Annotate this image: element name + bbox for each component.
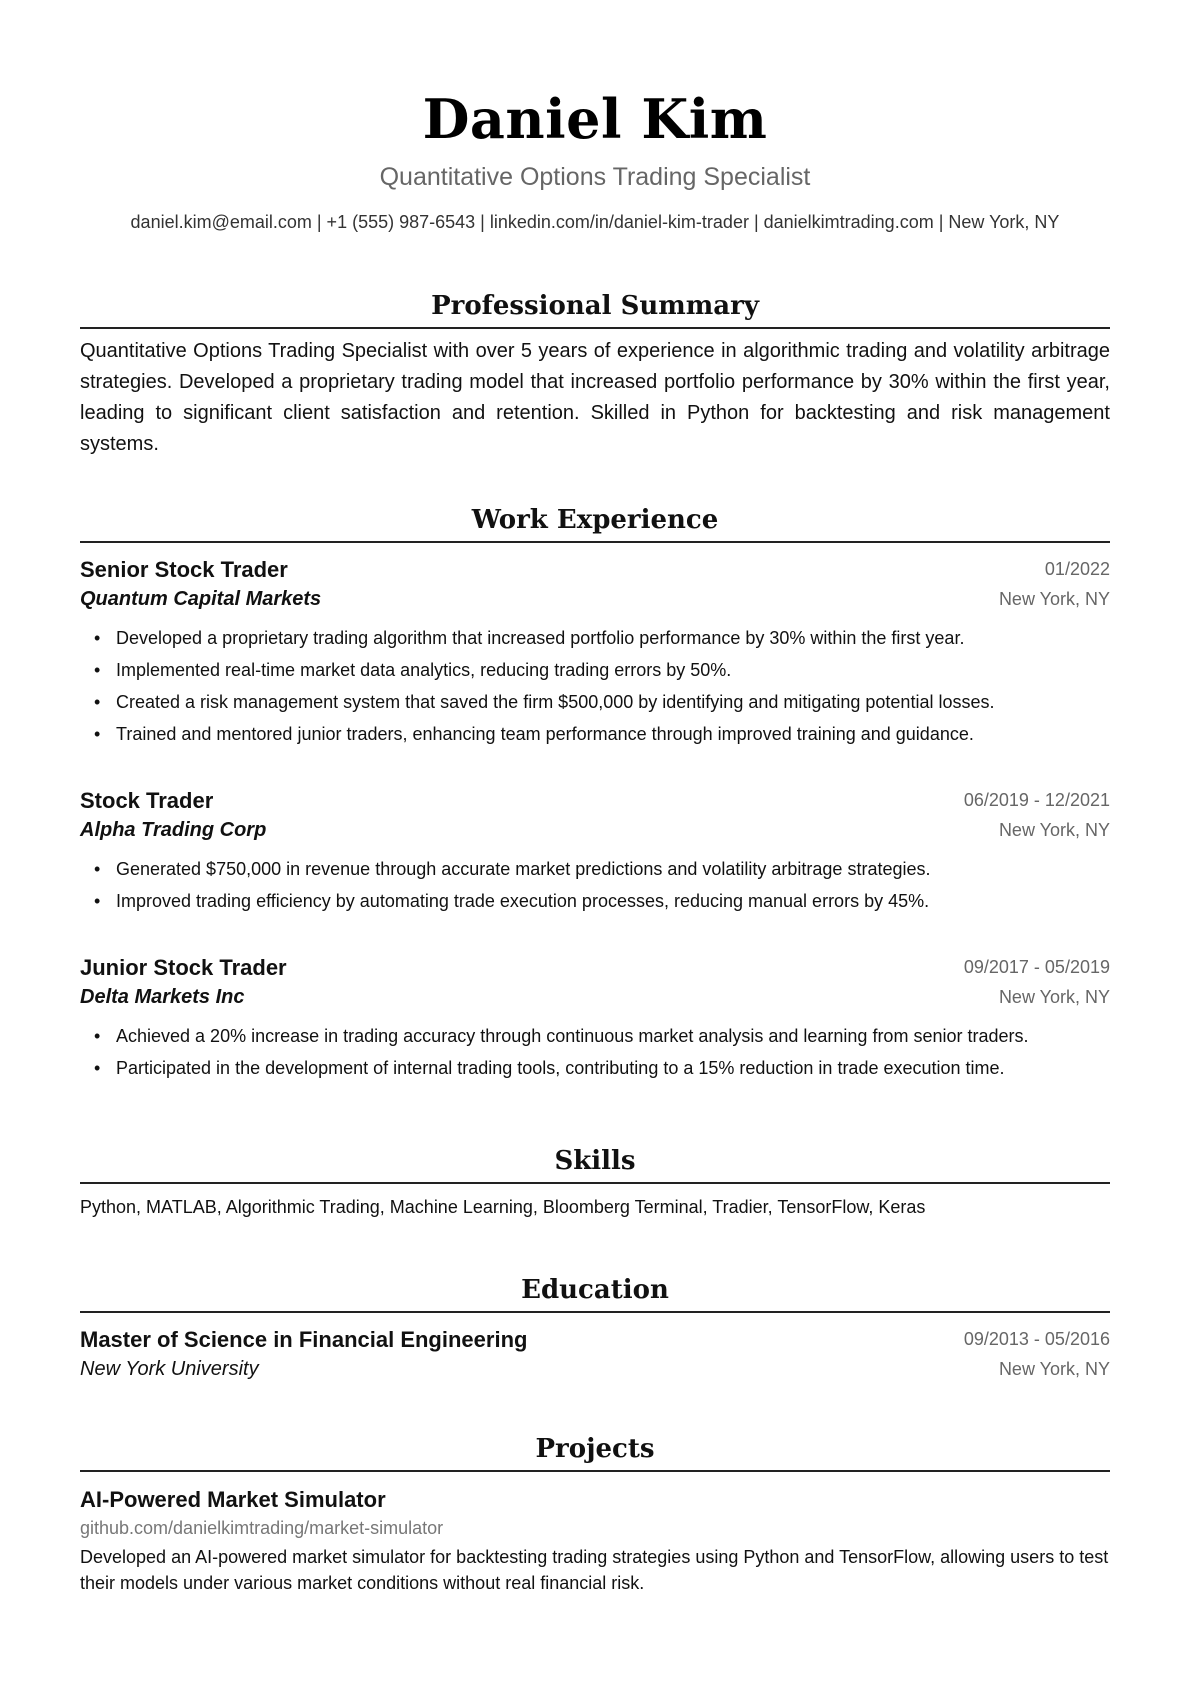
education-location: New York, NY — [998, 1359, 1110, 1379]
candidate-name: Daniel Kim — [422, 87, 768, 151]
job-title: Senior Stock Trader — [80, 557, 288, 582]
skills-list: Python, MATLAB, Algorithmic Trading, Machine Learning, Bloomberg Terminal, Tradier, TensorFlow, Keras — [80, 1197, 926, 1217]
job-dates: 09/2017 - 05/2019 — [963, 957, 1110, 977]
list-item: • Improved trading efficiency by automating trade execution processes, reducing manual errors by 45%. — [80, 885, 1110, 917]
list-item: • Participated in the development of internal trading tools, contributing to a 15% reduction in trade execution time. — [80, 1052, 1110, 1084]
project-description: Developed an AI-powered market simulator for backtesting trading strategies using Python and TensorFlow, allowing users to test their models under various market conditions without real financial risk. — [80, 1547, 1109, 1593]
job-dates: 06/2019 - 12/2021 — [963, 790, 1110, 810]
list-item: • Generated $750,000 in revenue through accurate market predictions and volatility arbitrage strategies. — [80, 853, 1110, 885]
list-item: • Created a risk management system that saved the firm $500,000 by identifying and mitigating potential losses. — [80, 686, 1110, 718]
section-title-summary: Professional Summary — [431, 291, 759, 321]
job-company: Quantum Capital Markets — [80, 588, 322, 610]
job-bullets — [80, 1020, 1110, 1084]
job-location: New York, NY — [998, 589, 1110, 609]
education-degree: Master of Science in Financial Engineering — [80, 1327, 528, 1352]
job-location: New York, NY — [998, 820, 1110, 840]
job-company: Alpha Trading Corp — [80, 819, 267, 841]
section-title-skills: Skills — [554, 1146, 636, 1176]
section-divider — [80, 541, 1110, 543]
section-divider — [80, 1311, 1110, 1313]
job-title: Junior Stock Trader — [80, 955, 287, 980]
section-title-projects: Projects — [535, 1434, 655, 1464]
job-bullets — [80, 622, 1110, 750]
list-item: • Achieved a 20% increase in trading accuracy through continuous market analysis and learning from senior traders. — [80, 1020, 1110, 1052]
job-bullets — [80, 853, 1110, 917]
section-title-education: Education — [521, 1275, 669, 1305]
job-dates: 01/2022 — [1044, 559, 1110, 579]
education-school: New York University — [80, 1358, 259, 1380]
candidate-title: Quantitative Options Trading Specialist — [379, 163, 811, 191]
list-item: • Trained and mentored junior traders, enhancing team performance through improved training and guidance. — [80, 718, 1110, 750]
education-dates: 09/2013 - 05/2016 — [963, 1329, 1110, 1349]
project-link[interactable]: github.com/danielkimtrading/market-simulator — [80, 1518, 444, 1538]
section-divider — [80, 1182, 1110, 1184]
job-title: Stock Trader — [80, 788, 214, 813]
list-item: • Implemented real-time market data analytics, reducing trading errors by 50%. — [80, 654, 1110, 686]
project-name: AI-Powered Market Simulator — [80, 1487, 386, 1512]
summary-text: Quantitative Options Trading Specialist with over 5 years of experience in algorithmic trading and volatility arbitrage strategies. Developed a proprietary trading model that increased portfolio performance by 30% within the first year, leading to significant client satisfaction and retention. Skilled in Python for backtesting and risk management systems. — [80, 340, 1110, 455]
job-company: Delta Markets Inc — [80, 986, 245, 1008]
job-location: New York, NY — [998, 987, 1110, 1007]
section-divider — [80, 1470, 1110, 1472]
section-divider — [80, 327, 1110, 329]
contact-line: daniel.kim@email.com | +1 (555) 987-6543 | linkedin.com/in/daniel-kim-trader | danielkimtrading.com | New York, NY — [130, 212, 1060, 232]
list-item: • Developed a proprietary trading algorithm that increased portfolio performance by 30% within the first year. — [80, 622, 1110, 654]
section-title-experience: Work Experience — [471, 505, 719, 535]
